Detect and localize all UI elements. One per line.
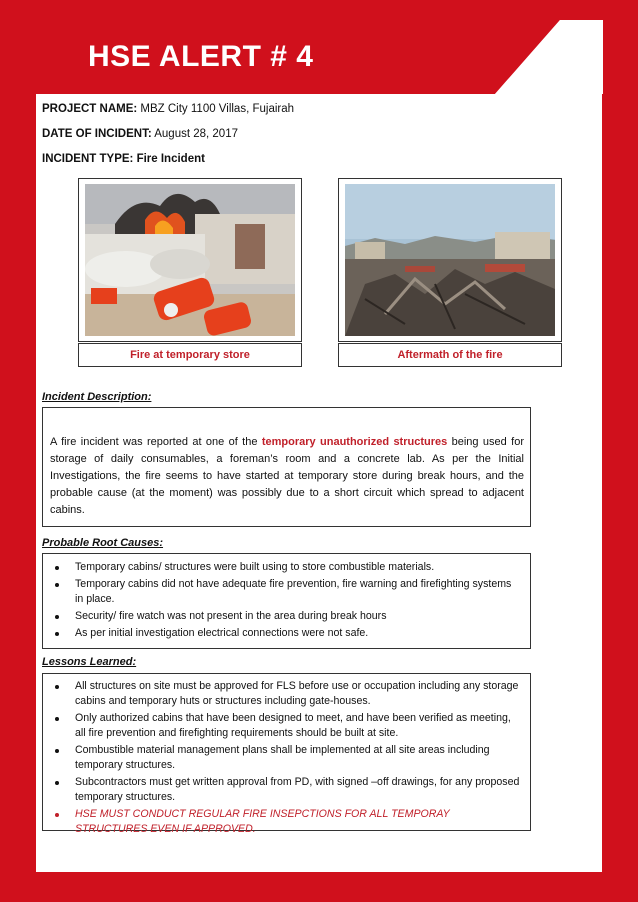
lessons-learned-list bbox=[43, 679, 530, 839]
list-item: Security/ fire watch was not present in the area during break hours bbox=[43, 609, 530, 624]
caption-fire: Fire at temporary store bbox=[78, 343, 302, 367]
frame-right bbox=[602, 0, 638, 902]
root-causes-list bbox=[43, 560, 530, 643]
photo-frame-aftermath bbox=[338, 178, 562, 342]
list-item-alert: HSE MUST CONDUCT REGULAR FIRE INSEPCTIONS FOR ALL TEMPORAY STRUCTURES EVEN IF APPROVED. bbox=[43, 807, 530, 837]
incident-description-heading: Incident Description: bbox=[42, 391, 152, 403]
list-item: As per initial investigation electrical connections were not safe. bbox=[43, 626, 530, 641]
project-name-label: PROJECT NAME: bbox=[42, 103, 138, 115]
list-item: All structures on site must be approved for FLS before use or occupation including any storage cabins and temporary huts or structures including gate-houses. bbox=[43, 679, 530, 709]
frame-left bbox=[0, 0, 36, 902]
incident-type-value: Fire Incident bbox=[136, 153, 205, 165]
incident-description-text bbox=[50, 434, 524, 519]
incident-description-box bbox=[42, 407, 531, 527]
aftermath-photo bbox=[345, 184, 555, 336]
root-causes-box bbox=[42, 553, 531, 649]
list-item: Only authorized cabins that have been designed to meet, and have been verified as meeting, all fire prevention and firefighting requirements should be built at site. bbox=[43, 711, 530, 741]
caption-aftermath: Aftermath of the fire bbox=[338, 343, 562, 367]
lessons-learned-heading: Lessons Learned: bbox=[42, 656, 137, 668]
description-text-end: being used for storage of daily consumables, a foreman’s room and a concrete lab. As per the Initial Investigations, the fire seems to have started at temporary store during break hours, and the probable cause (at the moment) was possibly due to a short circuit which spread to adjacent cabins. bbox=[50, 436, 524, 516]
incident-date-line bbox=[42, 128, 238, 140]
description-highlight: temporary unauthorized structures bbox=[261, 436, 448, 448]
incident-date-value: August 28, 2017 bbox=[154, 128, 238, 140]
list-item: Temporary cabins/ structures were built using to store combustible materials. bbox=[43, 560, 530, 575]
list-item: Subcontractors must get written approval from PD, with signed –off drawings, for any proposed temporary structures. bbox=[43, 775, 530, 805]
frame-top bbox=[0, 0, 638, 20]
lessons-learned-box bbox=[42, 673, 531, 835]
list-item: Combustible material management plans shall be implemented at all site areas including temporary structures. bbox=[43, 743, 530, 773]
description-text-start: A fire incident was reported at one of the bbox=[50, 436, 262, 448]
page-title: HSE ALERT # 4 bbox=[88, 40, 314, 73]
incident-type-label: INCIDENT TYPE: bbox=[42, 153, 134, 165]
incident-type-line bbox=[42, 153, 205, 165]
root-causes-heading: Probable Root Causes: bbox=[42, 537, 164, 549]
fire-photo bbox=[85, 184, 295, 336]
frame-bottom bbox=[0, 872, 638, 902]
project-name-line bbox=[42, 103, 294, 115]
incident-date-label: DATE OF INCIDENT: bbox=[42, 128, 152, 140]
project-name-value: MBZ City 1100 Villas, Fujairah bbox=[140, 103, 295, 115]
photo-frame-fire bbox=[78, 178, 302, 342]
list-item: Temporary cabins did not have adequate fire prevention, fire warning and firefighting systems in place. bbox=[43, 577, 530, 607]
